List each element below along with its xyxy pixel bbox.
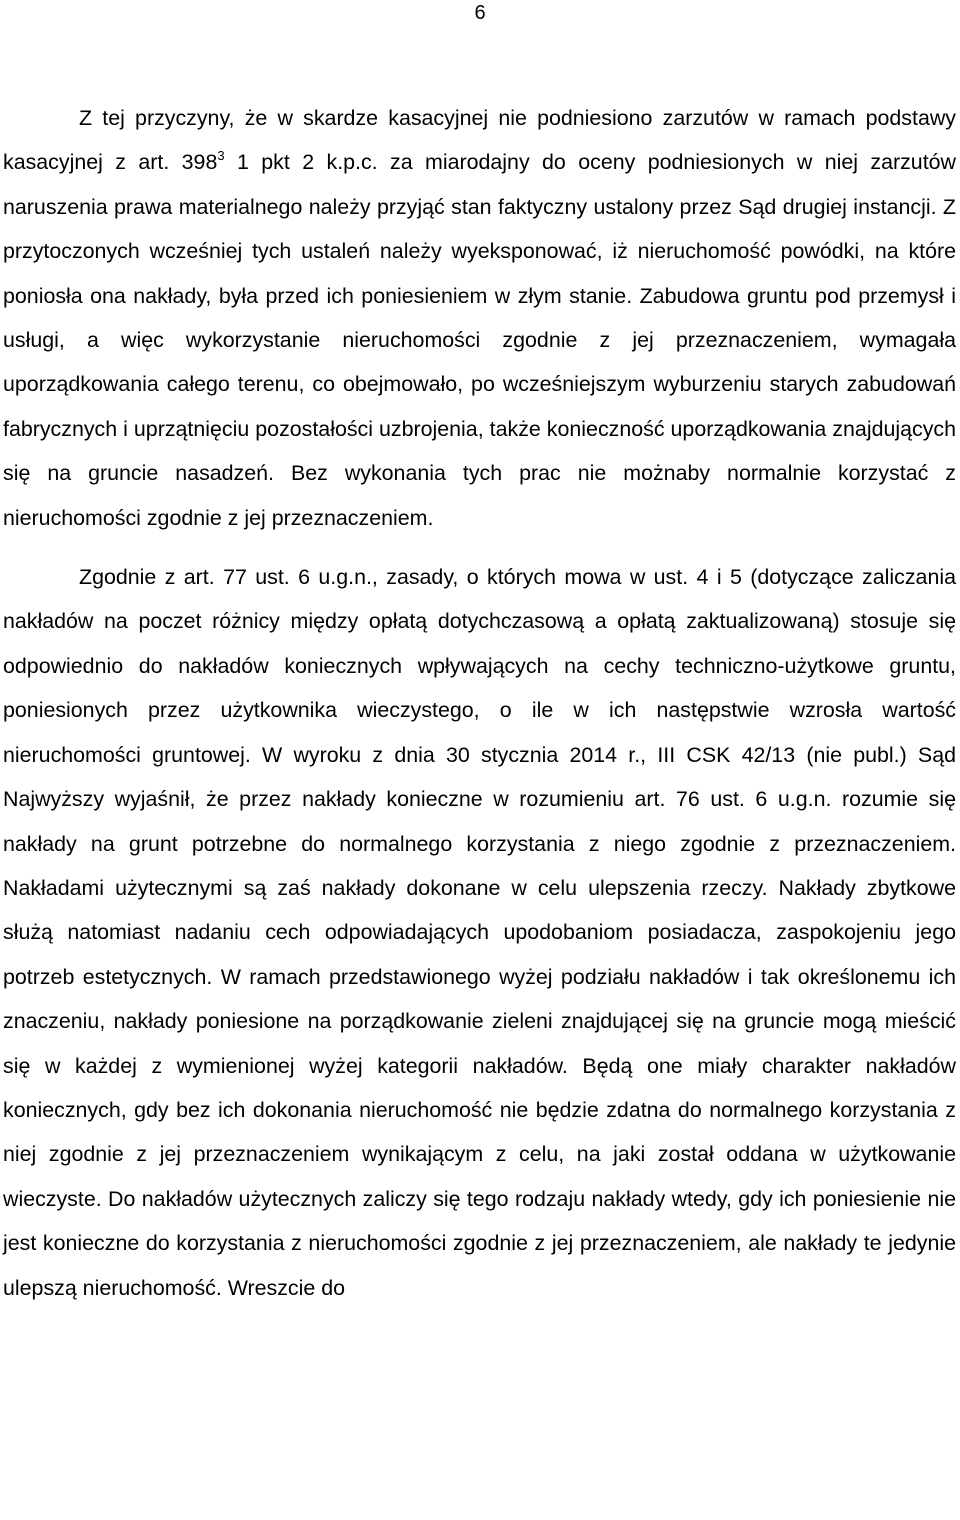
document-body (3, 96, 956, 1310)
paragraph-2: Zgodnie z art. 77 ust. 6 u.g.n., zasady, o których mowa w ust. 4 i 5 (dotyczące zaliczania nakładów na poczet różnicy między opłatą dotychczasową a opłatą zaktualizowaną) stosuje się odpowiednio do nakładów koniecznych wpływających na cechy techniczno-użytkowe gruntu, poniesionych przez użytkownika wieczystego, o ile w ich następstwie wzrosła wartość nieruchomości gruntowej. W wyroku z dnia 30 stycznia 2014 r., III CSK 42/13 (nie publ.) Sąd Najwyższy wyjaśnił, że przez nakłady konieczne w rozumieniu art. 76 ust. 6 u.g.n. rozumie się nakłady na grunt potrzebne do normalnego korzystania z niego zgodnie z przeznaczeniem. Nakładami użytecznymi są zaś nakłady dokonane w celu ulepszenia rzeczy. Nakłady zbytkowe służą natomiast nadaniu cech odpowiadających upodobaniom posiadacza, zaspokojeniu jego potrzeb estetycznych. W ramach przedstawionego wyżej podziału nakładów i tak określonemu ich znaczeniu, nakłady poniesione na porządkowanie zieleni znajdującej się na gruncie mogą mieścić się w każdej z wymienionej wyżej kategorii nakładów. Będą one miały charakter nakładów koniecznych, gdy bez ich dokonania nieruchomość nie będzie zdatna do normalnego korzystania z niej zgodnie z jej przeznaczeniem wynikającym z celu, na jaki został oddana w użytkowanie wieczyste. Do nakładów użytecznych zaliczy się tego rodzaju nakłady wtedy, gdy ich poniesienie nie jest konieczne do korzystania z nieruchomości zgodnie z jej przeznaczeniem, ale nakłady te jedynie ulepszą nieruchomość. Wreszcie do (3, 565, 956, 1300)
paragraph-1-text-start: Z tej przyczyny, że w skardze kasacyjnej nie podniesiono zarzutów w ramach podstawy kasacyjnej z art. 398 (3, 106, 956, 175)
superscript-3: 3 (217, 148, 225, 164)
paragraph-1 (3, 96, 956, 540)
paragraph-1-text-end: 1 pkt 2 k.p.c. za miarodajny do oceny podniesionych w niej zarzutów naruszenia prawa materialnego należy przyjąć stan faktyczny ustalony przez Sąd drugiej instancji. Z przytoczonych wcześniej tych ustaleń należy wyeksponować, iż nieruchomość powódki, na które poniosła ona nakłady, była przed ich poniesieniem w złym stanie. Zabudowa gruntu pod przemysł i usługi, a więc wykorzystanie nieruchomości zgodnie z jej przeznaczeniem, wymagała uporządkowania całego terenu, co obejmowało, po wcześniejszym wyburzeniu starych zabudowań fabrycznych i uprzątnięciu pozostałości uzbrojenia, także konieczność uporządkowania znajdujących się na gruncie nasadzeń. Bez wykonania tych prac nie możnaby normalnie korzystać z nieruchomości zgodnie z jej przeznaczeniem. (3, 150, 956, 530)
page-number: 6 (474, 2, 486, 24)
